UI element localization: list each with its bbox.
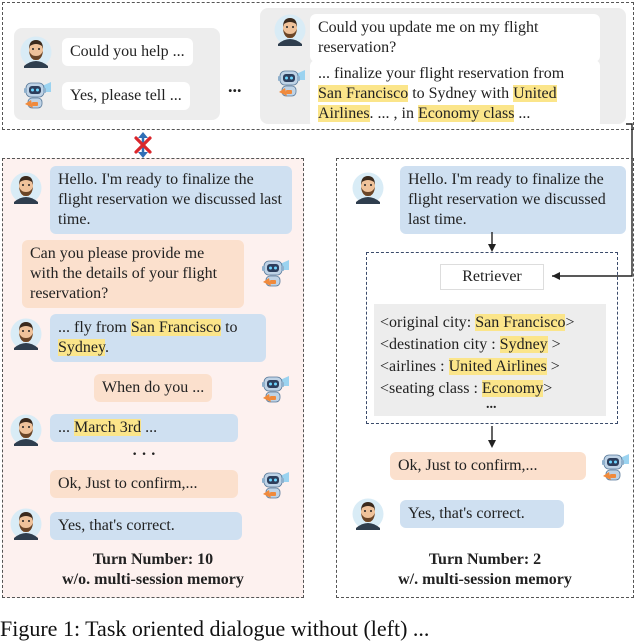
highlight-city-from: San Francisco	[318, 85, 409, 102]
memory-value: Economy	[481, 380, 544, 397]
figure-caption: Figure 1: Task oriented dialogue without (left) ...	[0, 616, 430, 641]
recent-bot-text-1: ... finalize your flight reservation from	[318, 65, 565, 82]
highlight-class: Economy class	[418, 105, 515, 122]
left-memory-label: w/o. multi-session memory	[62, 571, 244, 588]
retriever-label: Retriever	[462, 268, 522, 285]
bot-avatar-icon	[598, 452, 630, 484]
recent-bot-text-4: ...	[518, 105, 531, 122]
memory-key: <seating class :	[380, 380, 478, 397]
highlight-city-to: Sydney	[58, 339, 105, 356]
left-user-message-4: Yes, that's correct.	[50, 512, 242, 540]
left-m3-text-c: .	[104, 339, 109, 356]
left-bot-message-3: Ok, Just to confirm,...	[50, 470, 238, 498]
right-user-message-2: Yes, that's correct.	[400, 500, 564, 528]
memory-end: >	[550, 358, 560, 375]
past-bot-message: Yes, please tell ...	[62, 82, 190, 110]
memory-end: >	[565, 314, 575, 331]
memory-row	[380, 334, 600, 356]
left-bot-message-2: When do you ...	[94, 374, 212, 402]
user-avatar-icon	[352, 498, 384, 530]
memory-more-dots: ...	[486, 397, 497, 412]
right-caption	[336, 550, 634, 590]
memory-key: <original city:	[380, 314, 472, 331]
past-user-message: Could you help ...	[62, 38, 193, 66]
retriever-label-box	[440, 264, 544, 290]
right-turn-number: Turn Number: 2	[428, 551, 542, 568]
memory-key: <destination city :	[380, 336, 496, 353]
session-ellipsis: ...	[228, 76, 242, 96]
right-bot-message-1: Ok, Just to confirm,...	[390, 452, 586, 480]
left-user-message-1: Hello. I'm ready to finalize the flight reservation we discussed last time.	[50, 166, 292, 234]
left-m3-text-b: to	[225, 319, 238, 336]
left-turn-number: Turn Number: 10	[92, 551, 214, 568]
left-bot-message-1: Can you please provide me with the details of your flight reservation?	[22, 240, 244, 308]
recent-bot-text-2: to Sydney with	[412, 85, 510, 102]
memory-end: >	[543, 380, 553, 397]
memory-value: San Francisco	[475, 314, 566, 331]
memory-key: <airlines :	[380, 358, 445, 375]
right-user-message-1: Hello. I'm ready to finalize the flight reservation we discussed last time.	[400, 166, 626, 234]
left-m5-text-a: ...	[58, 419, 70, 436]
memory-row	[380, 356, 600, 378]
memory-end: >	[551, 336, 561, 353]
omitted-turns-dots: · · ·	[132, 446, 157, 463]
highlight-date: March 3rd	[74, 419, 142, 436]
highlight-airline-a: United	[513, 85, 557, 102]
recent-bot-text-3: . ... , in	[369, 105, 414, 122]
left-m3-text-a: ... fly from	[58, 319, 127, 336]
right-memory-label: w/. multi-session memory	[398, 571, 572, 588]
memory-value: Sydney	[499, 336, 548, 353]
memory-value: United Airlines	[448, 358, 547, 375]
recent-user-message: Could you update me on my flight reservation?	[310, 14, 600, 62]
highlight-airline-b: Airlines	[318, 105, 370, 122]
memory-row	[380, 312, 600, 334]
highlight-city-from: San Francisco	[130, 319, 222, 336]
left-m5-text-b: ...	[145, 419, 158, 436]
